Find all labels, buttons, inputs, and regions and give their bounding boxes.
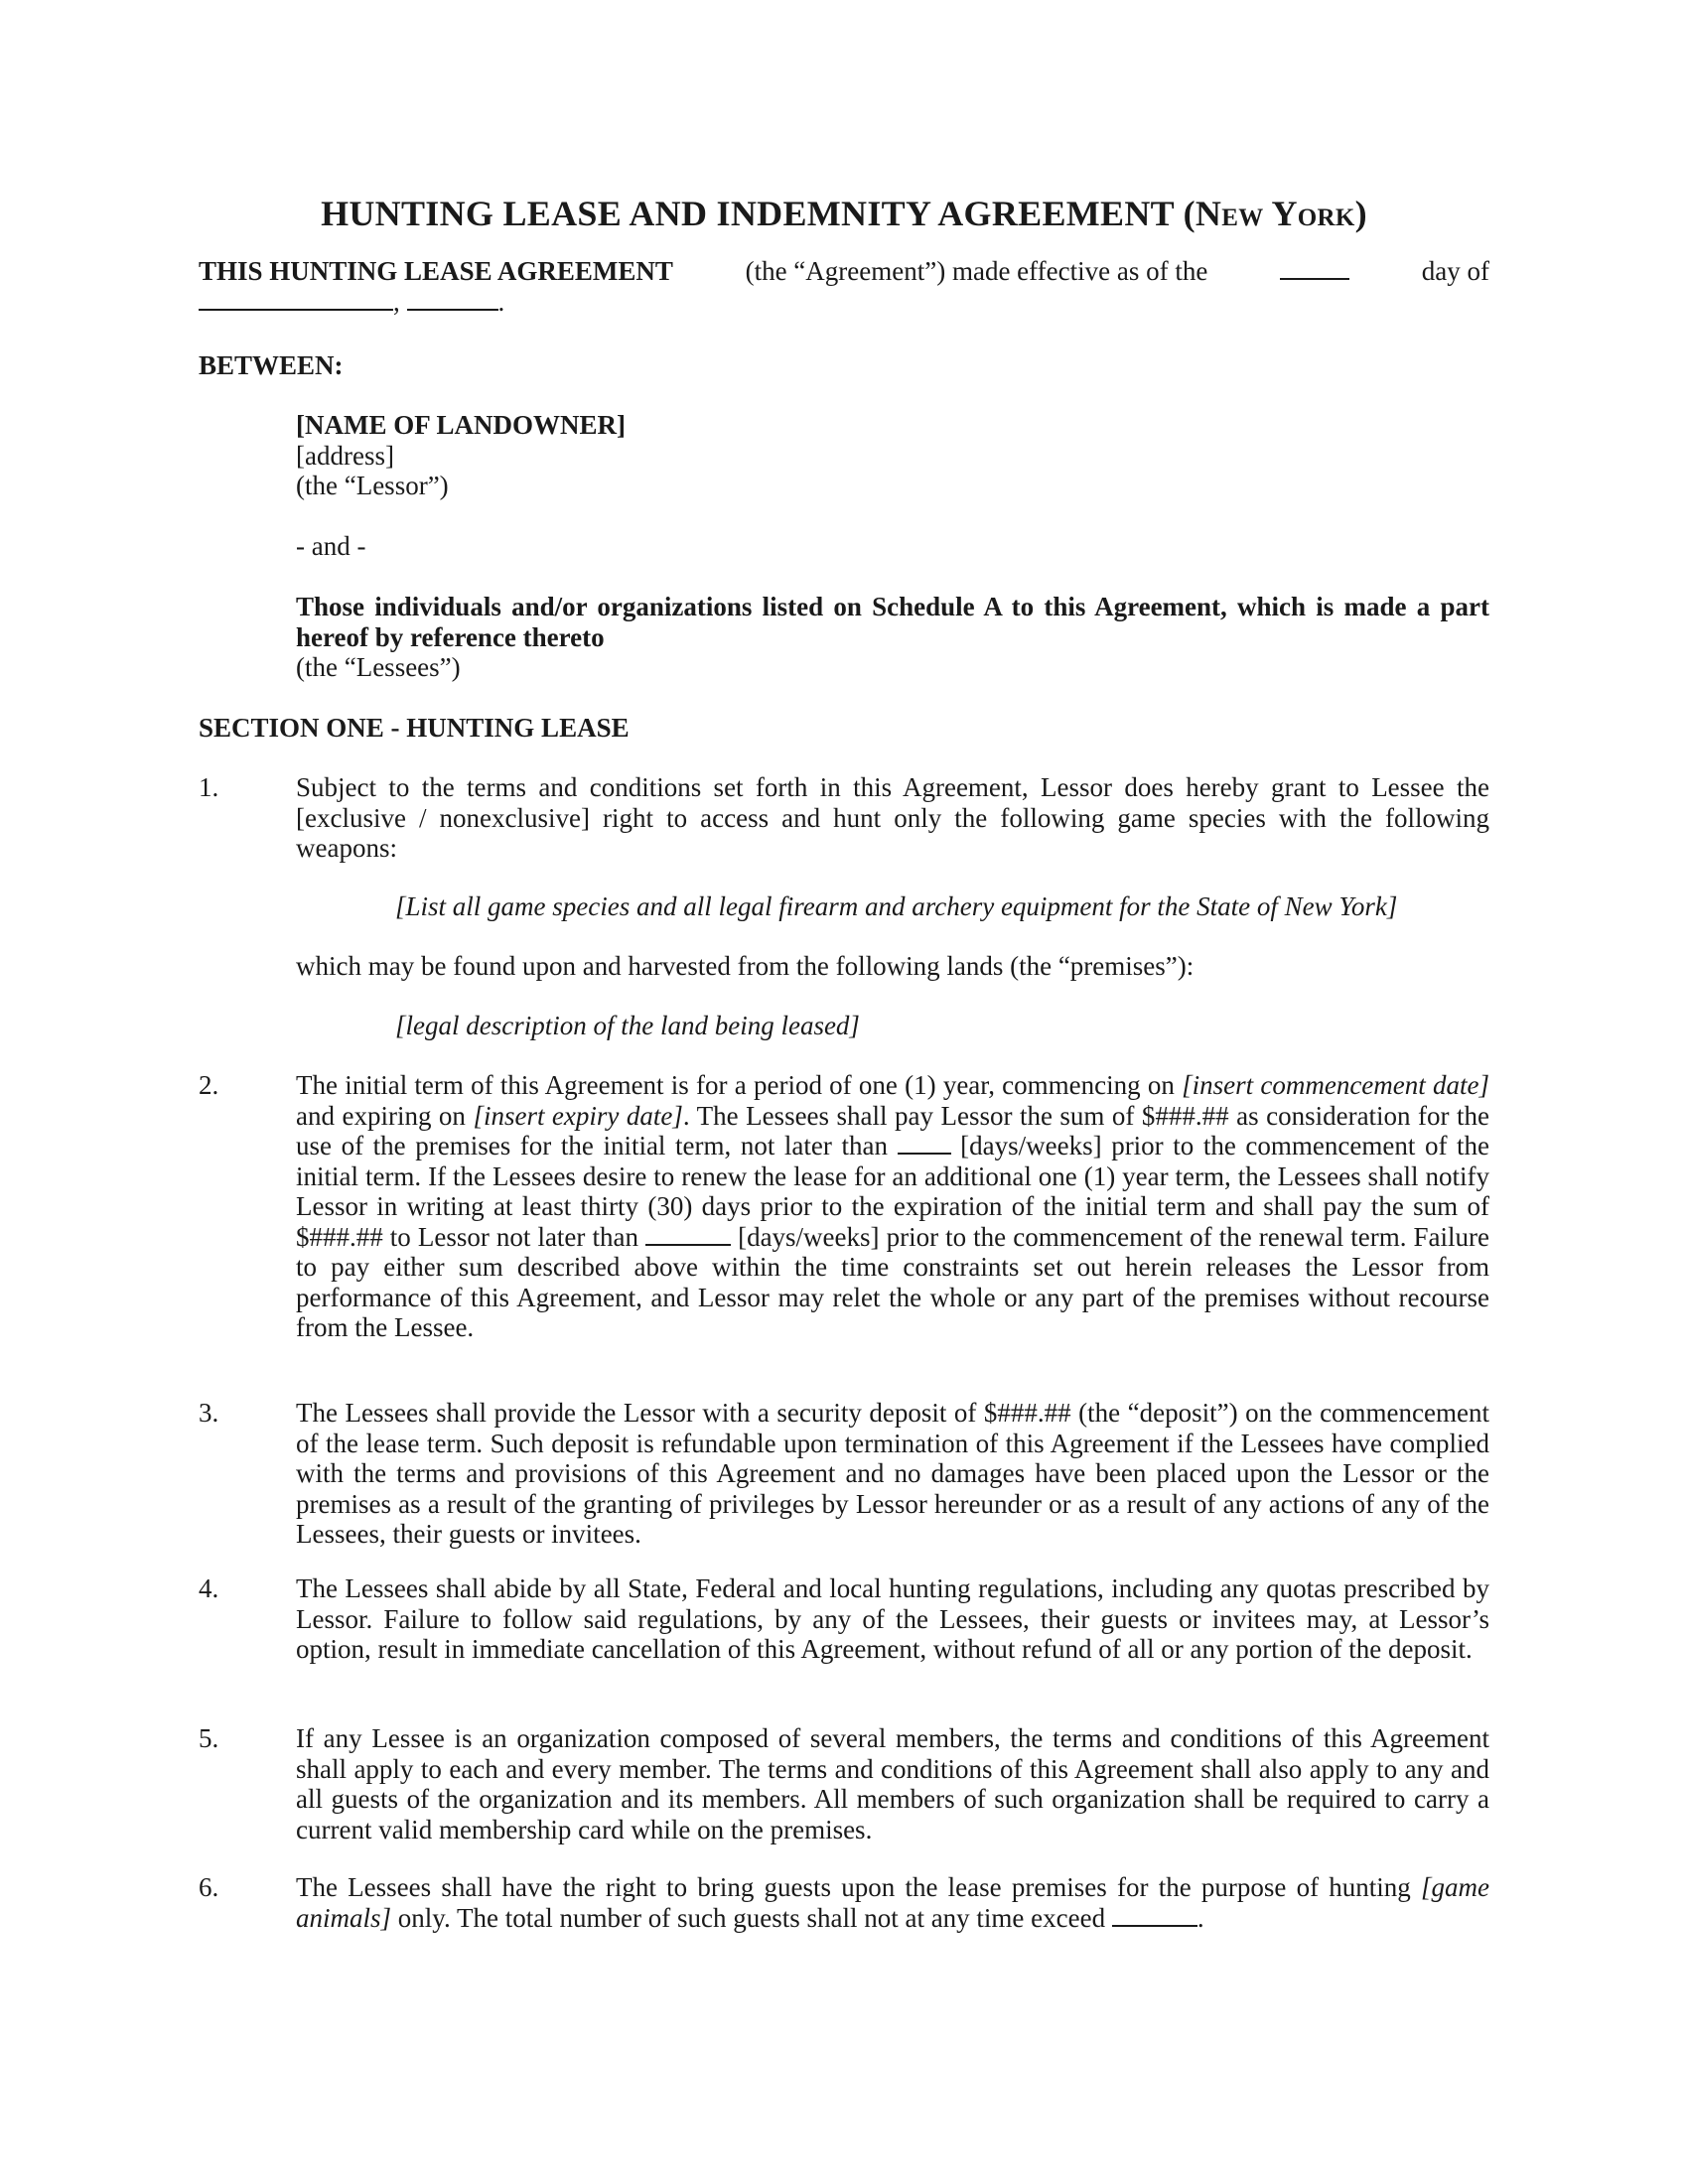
intro-rest-1: (the “Agreement”) made effective as of the [745, 256, 1208, 286]
month-blank [199, 287, 393, 311]
item-number: 2. [199, 1070, 219, 1100]
lessees-block [296, 592, 1489, 683]
lessor-role: (the “Lessor”) [296, 471, 449, 500]
item-6-guest-blank [1112, 1903, 1197, 1927]
lessees-role: (the “Lessees”) [296, 652, 461, 682]
item-6-text [296, 1872, 1489, 1933]
item-5-text: If any Lessee is an organization composed of several members, the terms and conditions of this Agreement shall apply to each and every member. The terms and conditions of this Agreement shall also apply to any and all guests of the organization and its members. All members of such organization shall be required to carry a current valid membership card while on the premises. [296, 1723, 1489, 1844]
lessees-description: Those individuals and/or organizations listed on Schedule A to this Agreement, which is made a part hereof by reference thereto [296, 592, 1489, 652]
item-6-text-a: The Lessees shall have the right to bring guests upon the lease premises for the purpose of hunting [296, 1872, 1411, 1902]
intro-period: . [497, 286, 505, 317]
intro-lead: THIS HUNTING LEASE AGREEMENT [199, 256, 673, 286]
item-number: 4. [199, 1573, 219, 1603]
intro-comma: , [393, 286, 400, 317]
item-2-commencement-placeholder: [insert commencement date] [1182, 1070, 1489, 1100]
lessor-name: [NAME OF LANDOWNER] [296, 410, 626, 440]
item-1-continuation: which may be found upon and harvested from the following lands (the “premises”): [296, 951, 1195, 981]
item-4-text: The Lessees shall abide by all State, Federal and local hunting regulations, including any quotas prescribed by Lessor. Failure to follow said regulations, by any of the Lessees, their guests or invitees may, at Lessor’s option, result in immediate cancellation of this Agreement, without refund of all or any portion of the deposit. [296, 1573, 1489, 1664]
and-separator: - and - [296, 531, 366, 561]
item-number: 6. [199, 1872, 219, 1902]
item-number: 1. [199, 772, 219, 802]
item-2-text-a: The initial term of this Agreement is for a period of one (1) year, commencing on [296, 1070, 1175, 1100]
item-2-blank-2 [645, 1222, 731, 1246]
item-2-text-d: [days/weeks] prior to the commencement of the initial term. If the Lessees desire to renew the lease for an additional one (1) year term, the Lessees shall notify Lessor in writing at least thirty (30) days prior to the expiration of the initial term and shall pay the sum of $###.## to Lessor not later than [296, 1131, 1490, 1252]
lessor-address: [address] [296, 440, 394, 471]
item-6-period: . [1196, 1902, 1204, 1933]
intro-rest-2: day of [1421, 256, 1489, 286]
document-title [0, 193, 1688, 234]
item-2-text [296, 1070, 1489, 1343]
title-state: (New York) [1183, 194, 1367, 233]
item-6-text-b: only. The total number of such guests shall not at any time exceed [397, 1902, 1106, 1933]
lessor-block [296, 410, 626, 501]
item-2-expiry-placeholder: [insert expiry date] [473, 1100, 683, 1131]
between-label: BETWEEN: [199, 350, 344, 380]
day-blank [1280, 256, 1349, 280]
section-heading: SECTION ONE - HUNTING LEASE [199, 713, 630, 743]
item-number: 3. [199, 1398, 219, 1428]
item-2-text-e: [days/weeks] prior to the commencement of the renewal term. Failure to pay either sum described above within the time constraints set out herein releases the Lessor from performance of this Agreement, and Lessor may relet the whole or any part of the premises without recourse from the Lessee. [296, 1221, 1490, 1342]
intro-paragraph [199, 256, 1489, 317]
item-2-blank-1 [898, 1131, 951, 1155]
item-2-text-c: . The Lessees shall pay Lessor the sum of $###.## as consideration for the use of the premises for the initial term, not later than [296, 1100, 1489, 1160]
year-blank [407, 287, 498, 311]
item-3-text: The Lessees shall provide the Lessor with a security deposit of $###.## (the “deposit”) on the commencement of the lease term. Such deposit is refundable upon termination of this Agreement if the Lessees have complied with the terms and provisions of this Agreement and no damages have been placed upon the Lessor or the premises as a result of the granting of privileges by Lessor hereunder or as a result of any actions of any of the Lessees, their guests or invitees. [296, 1398, 1489, 1549]
item-1-species-placeholder: [List all game species and all legal firearm and archery equipment for the State of New York] [395, 891, 1398, 921]
title-main: HUNTING LEASE AND INDEMNITY AGREEMENT [321, 194, 1175, 233]
item-2-text-b: and expiring on [296, 1100, 466, 1131]
item-1-text: Subject to the terms and conditions set forth in this Agreement, Lessor does hereby grant to Lessee the [exclusive / nonexclusive] right to access and hunt only the following game species with the following weapons: [296, 772, 1489, 863]
item-number: 5. [199, 1723, 219, 1753]
item-6-game-placeholder: [game animals] [296, 1872, 1490, 1933]
item-1-land-placeholder: [legal description of the land being leased] [395, 1011, 860, 1040]
